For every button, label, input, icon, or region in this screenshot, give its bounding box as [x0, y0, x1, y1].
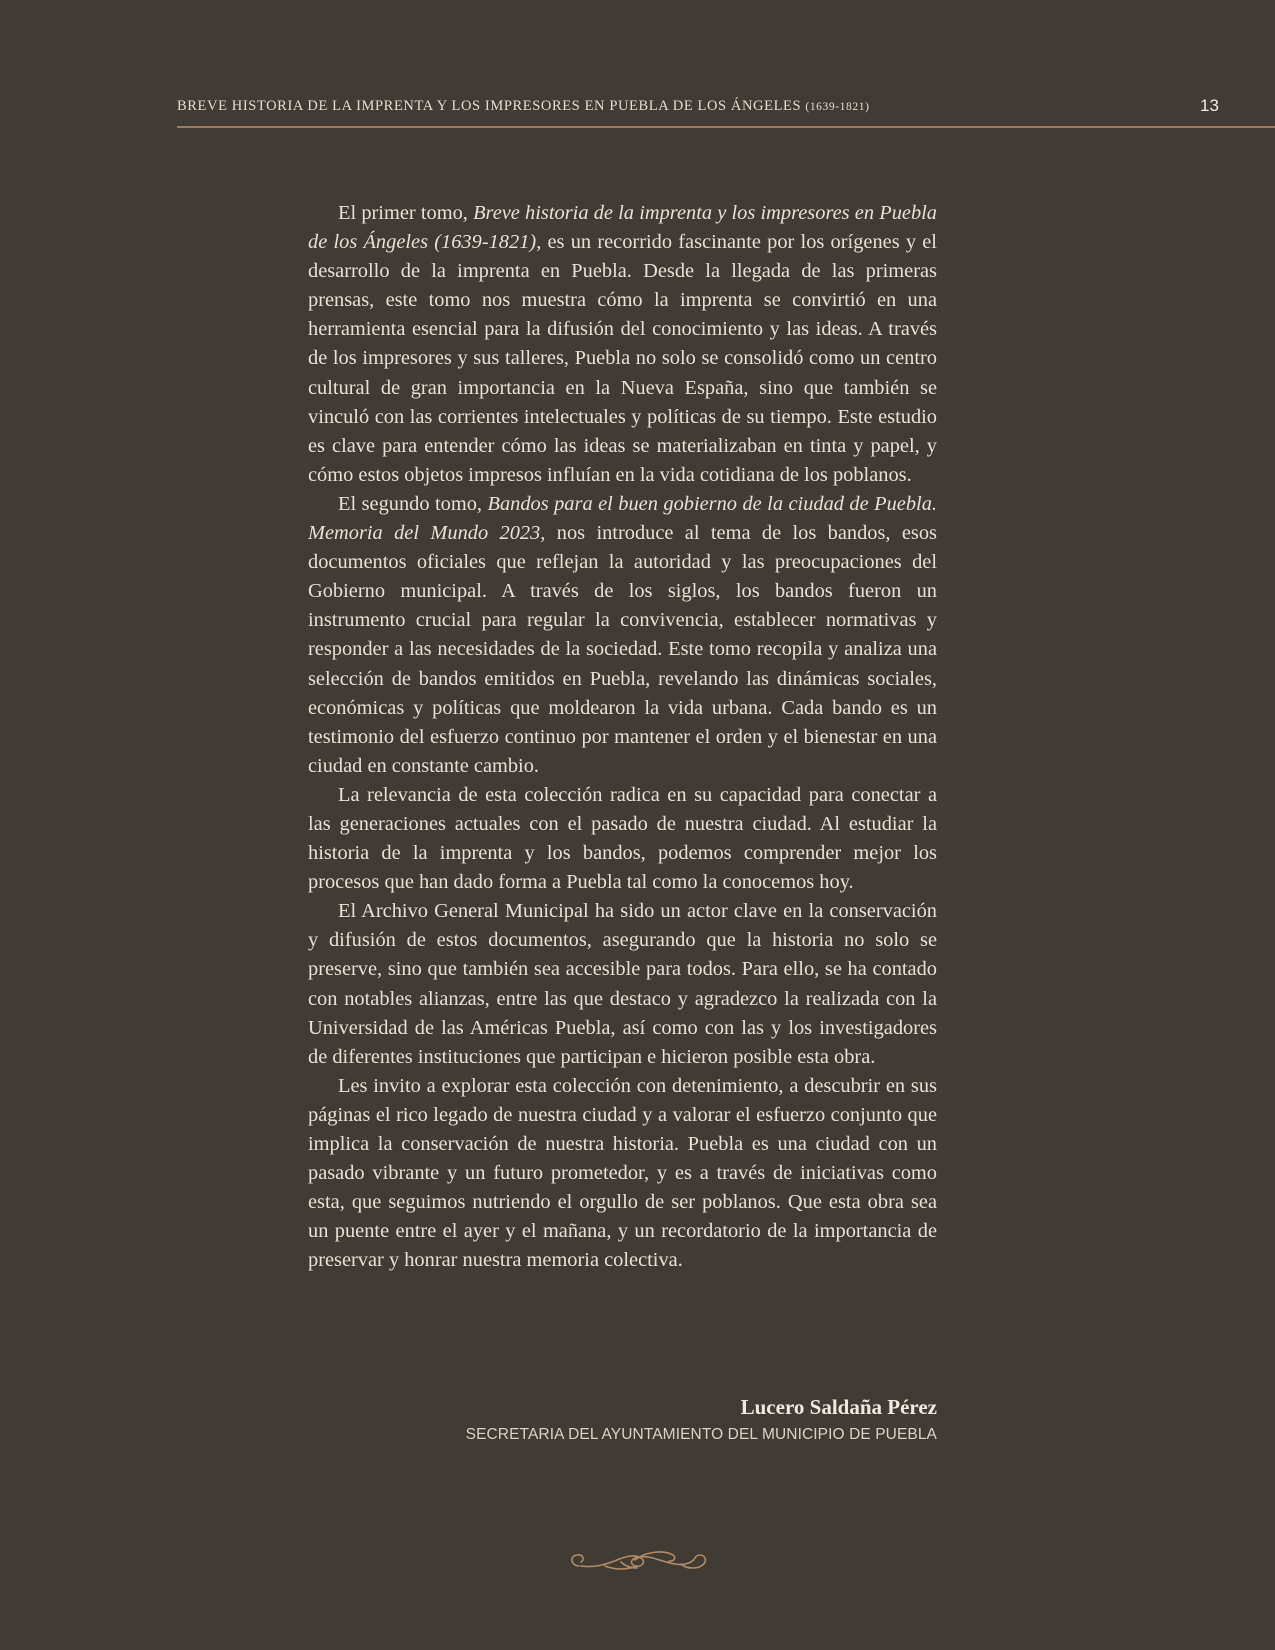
paragraph-4: El Archivo General Municipal ha sido un actor clave en la conservación y difusión de estos documentos, asegurando que la historia no solo se preserve, sino que también sea accesible para todos. Para ello, se ha contado con notables alianzas, entre las que destaco y agradezco la realizada con la Universidad de las Américas Puebla, así como con las y los investigadores de diferentes instituciones que participan e hicieron posible esta obra.: [308, 900, 937, 1068]
page-number: 13: [1200, 96, 1219, 115]
paragraph-2-book-title: Bandos para el buen gobierno de la ciudad de Puebla. Memoria del Mundo 2023: [308, 492, 937, 545]
paragraph-3: La relevancia de esta colección radica en su capacidad para conectar a las generaciones actuales con el pasado de nuestra ciudad. Al estudiar la historia de la imprenta y los bandos, podemos comprender mejor los procesos que han dado forma a Puebla tal como la conocemos hoy.: [308, 783, 937, 894]
header-rule: [177, 126, 1275, 128]
paragraph-1-book-title: Breve historia de la imprenta y los impresores en Puebla de los Ángeles (1639-1821): [308, 202, 937, 254]
paragraph-1-text-cont: , es un recorrido fascinante por los orígenes y el desarrollo de la imprenta en Puebla. Desde la llegada de las primeras prensas, este tomo nos muestra cómo la imprenta se convirtió en una herramienta esencial para la difusión del conocimiento y las ideas. A través de los impresores y sus talleres, Puebla no solo se consolidó como un centro cultural de gran importancia en la Nueva España, sino que también se vinculó con las corrientes intelectuales y políticas de su tiempo. Este estudio es clave para entender cómo las ideas se materializaban en tinta y papel, y cómo estos objetos impresos influían en la vida cotidiana de los poblanos.: [308, 231, 937, 486]
running-head: [177, 98, 870, 115]
signature-block: [466, 1394, 937, 1444]
body-text: [308, 199, 937, 1275]
paragraph-5: Les invito a explorar esta colección con detenimiento, a descubrir en sus páginas el rico legado de nuestra ciudad y a valorar el esfuerzo conjunto que implica la conservación de nuestra historia. Puebla es una ciudad con un pasado vibrante y un futuro prometedor, y es a través de iniciativas como esta, que seguimos nutriendo el orgullo de ser poblanos. Que esta obra sea un puente entre el ayer y el mañana, y un recordatorio de la importancia de preservar y honrar nuestra memoria colectiva.: [308, 1074, 937, 1272]
paragraph-1-text: El primer tomo,: [338, 202, 474, 224]
running-title: BREVE HISTORIA DE LA IMPRENTA Y LOS IMPRESORES EN PUEBLA DE LOS ÁNGELES: [177, 98, 802, 114]
signature-name: Lucero Saldaña Pérez: [740, 1395, 937, 1419]
paragraph-1: [308, 199, 937, 490]
signature-title: SECRETARIA DEL AYUNTAMIENTO DEL MUNICIPIO DE PUEBLA: [465, 1426, 937, 1443]
paragraph-2: [308, 490, 937, 781]
paragraph-2-text-cont: , nos introduce al tema de los bandos, esos documentos oficiales que reflejan la autoridad y las preocupaciones del Gobierno municipal. A través de los siglos, los bandos fueron un instrumento crucial para regular la convivencia, establecer normativas y responder a las necesidades de la sociedad. Este tomo recopila y analiza una selección de bandos emitidos en Puebla, revelando las dinámicas sociales, económicas y políticas que moldearon la vida urbana. Cada bando es un testimonio del esfuerzo continuo por mantener el orden y el bienestar en una ciudad en constante cambio.: [308, 522, 937, 777]
running-title-dates: (1639-1821): [805, 101, 870, 113]
flourish-ornament-icon: [565, 1546, 710, 1578]
paragraph-2-text: El segundo tomo,: [338, 492, 488, 515]
